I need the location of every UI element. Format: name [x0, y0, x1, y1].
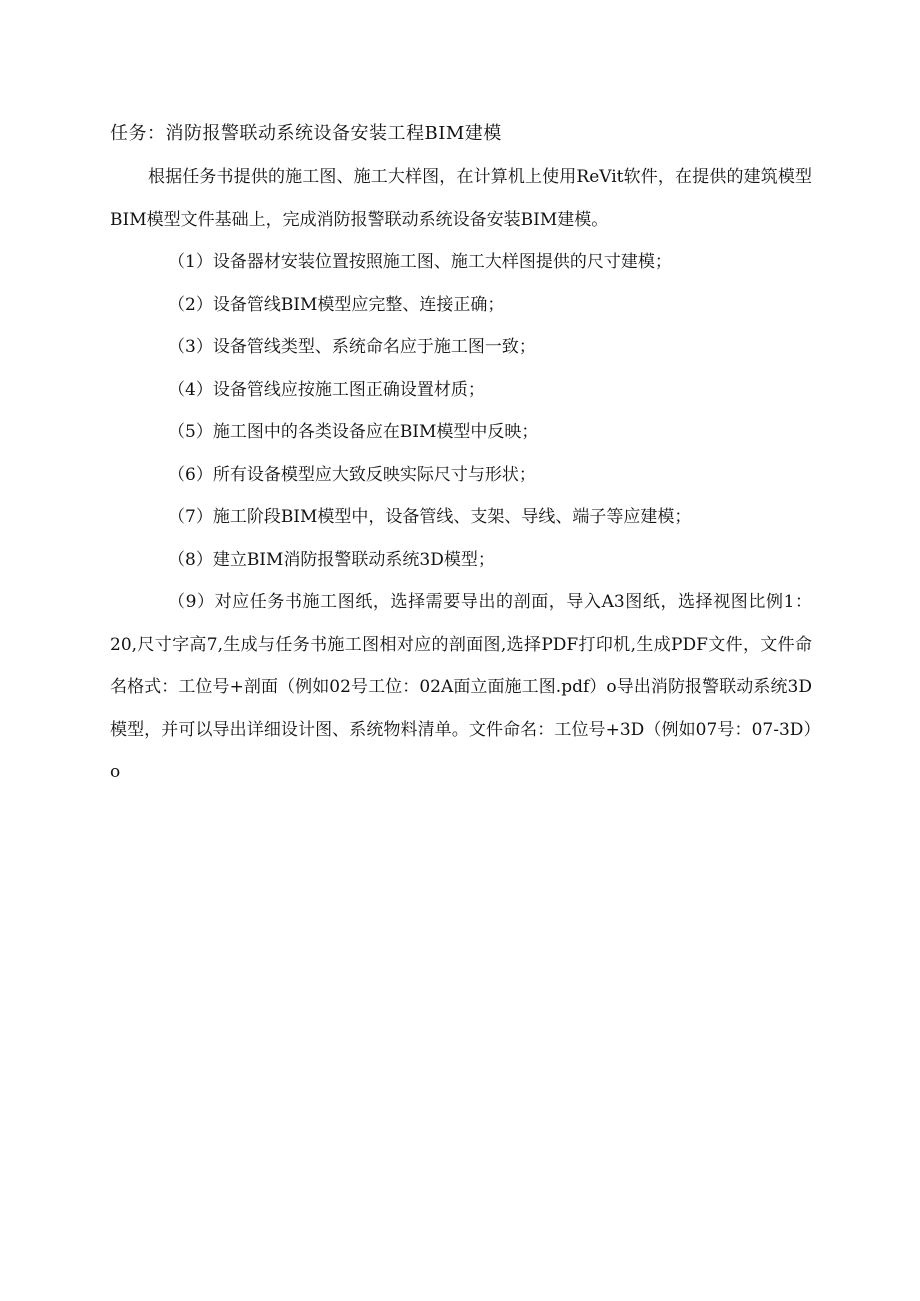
document-body [110, 118, 812, 794]
list-item-3: （3）设备管线类型、系统命名应于施工图一致； [168, 337, 536, 357]
document-title: 任务：消防报警联动系统设备安装工程BIM建模 [110, 123, 502, 144]
list-item-4: （4）设备管线应按施工图正确设置材质； [168, 379, 485, 400]
list-item-6: （6）所有设备模型应大致反映实际尺寸与形状； [168, 464, 536, 485]
list-item-1: （1）设备器材安装位置按照施工图、施工大样图提供的尺寸建模； [168, 252, 672, 272]
list-item-2: （2）设备管线BIM模型应完整、连接正确； [168, 294, 505, 315]
list-item-7: （7）施工阶段BIM模型中，设备管线、支架、导线、端子等应建模； [168, 507, 692, 527]
list-item-8: （8）建立BIM消防报警联动系统3D模型； [168, 549, 495, 570]
list-item-9: （9）对应任务书施工图纸，选择需要导出的剖面，导入A3图纸，选择视图比例1：20,尺寸字高7,生成与任务书施工图相对应的剖面图,选择PDF打印机,生成PDF文件，文件命名格式：工位号+剖面（例如02号工位：02A面立面施工图.pdf）o导出消防报警联动系统3D模型，并可以导出详细设计图、系统物料清单。文件命名：工位号+3D（例如07号：07-3D）o [110, 592, 812, 782]
intro-paragraph: 根据任务书提供的施工图、施工大样图，在计算机上使用ReVit软件，在提供的建筑模型BIM模型文件基础上，完成消防报警联动系统设备安装BIM建模。 [110, 167, 812, 230]
list-item-5: （5）施工图中的各类设备应在BIM模型中反映； [168, 422, 539, 442]
